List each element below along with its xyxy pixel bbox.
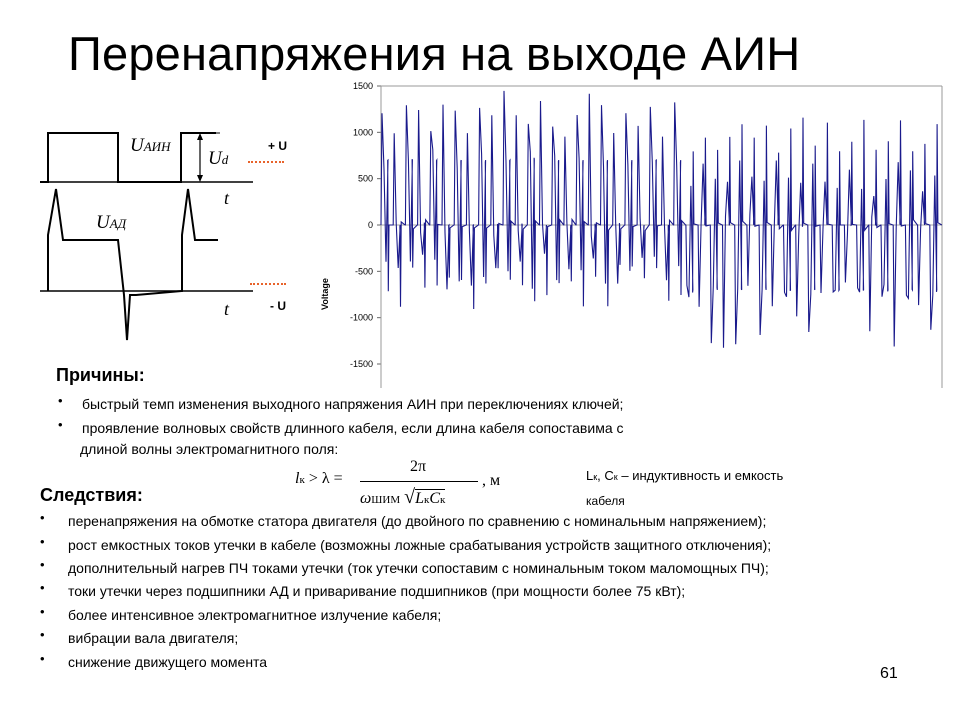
cause-item-continuation: длиной волны электромагнитного поля: — [80, 441, 339, 457]
formula-numerator: 2π — [410, 458, 427, 475]
bullet-icon: • — [40, 510, 45, 525]
u-d-label: Ud — [208, 148, 229, 169]
chart-y-label: Voltage — [320, 278, 330, 310]
page-number: 61 — [880, 665, 898, 682]
minus-u-label: - U — [270, 299, 286, 313]
chart-y-tick-label: 0 — [367, 220, 373, 230]
consequence-item: • вибрации вала двигателя; — [40, 627, 239, 646]
chart-y-tick-label: 1000 — [352, 127, 373, 138]
bullet-icon: • — [40, 604, 45, 619]
formula-note-line2: кабеля — [586, 494, 625, 508]
bullet-icon: • — [40, 580, 45, 595]
consequence-item: • токи утечки через подшипники АД и приваривание подшипников (при мощности более 75 кВт); — [40, 580, 686, 599]
bullet-icon: • — [58, 393, 63, 408]
bullet-icon: • — [40, 627, 45, 642]
u-ad-waveform — [48, 189, 218, 340]
t-label-top: t — [224, 188, 230, 208]
chart-y-tick-label: 500 — [357, 173, 373, 184]
consequence-item: • снижение движущего момента — [40, 651, 268, 670]
bullet-icon: • — [40, 557, 45, 572]
waveform-diagram — [38, 125, 298, 345]
slide-title: Перенапряжения на выходе АИН — [68, 27, 801, 80]
consequences-heading: Следствия: — [40, 485, 143, 505]
plus-u-dash — [248, 161, 284, 163]
minus-u-dash — [250, 283, 286, 285]
chart-series-voltage — [381, 91, 942, 348]
chart-y-tick-label: -1000 — [349, 312, 373, 323]
bullet-icon: • — [40, 651, 45, 666]
cause-item: • проявление волновых свойств длинного кабеля, если длина кабеля сопоставима с — [58, 417, 624, 436]
chart-y-tick-label: 1500 — [352, 81, 373, 91]
chart-y-tick-label: -500 — [354, 266, 373, 277]
chart-y-ticks — [350, 81, 381, 369]
formula-unit: , м — [482, 472, 501, 489]
chart-y-tick-label: -1500 — [349, 359, 373, 369]
formula-note: Lк, Cк – индуктивность и емкость — [586, 468, 784, 483]
consequence-item: • перенапряжения на обмотке статора двигателя (до двойного по сравнению с номинальным напряжением); — [40, 510, 767, 529]
u-ain-label: UАИН — [130, 135, 171, 156]
formula-lhs: lк > λ = — [295, 470, 343, 487]
u-ad-label: UАД — [96, 212, 127, 233]
bullet-icon: • — [58, 417, 63, 432]
consequence-item: • рост емкостных токов утечки в кабеле (возможны ложные срабатывания устройств защитного отключения); — [40, 534, 772, 553]
formula-denominator: ωШИМ √LкCк — [360, 486, 446, 508]
t-label-bottom: t — [224, 299, 230, 319]
formula-fraction-bar — [360, 481, 478, 482]
voltage-chart — [315, 78, 950, 390]
plus-u-label: + U — [268, 139, 288, 153]
causes-heading: Причины: — [56, 365, 145, 385]
u-ain-waveform — [40, 133, 216, 182]
consequence-item: • более интенсивное электромагнитное излучение кабеля; — [40, 604, 442, 623]
consequence-item: • дополнительный нагрев ПЧ токами утечки (ток утечки сопоставим с номинальным током маломощных ПЧ); — [40, 557, 769, 576]
cause-item: • быстрый темп изменения выходного напряжения АИН при переключениях ключей; — [58, 393, 624, 412]
bullet-icon: • — [40, 534, 45, 549]
